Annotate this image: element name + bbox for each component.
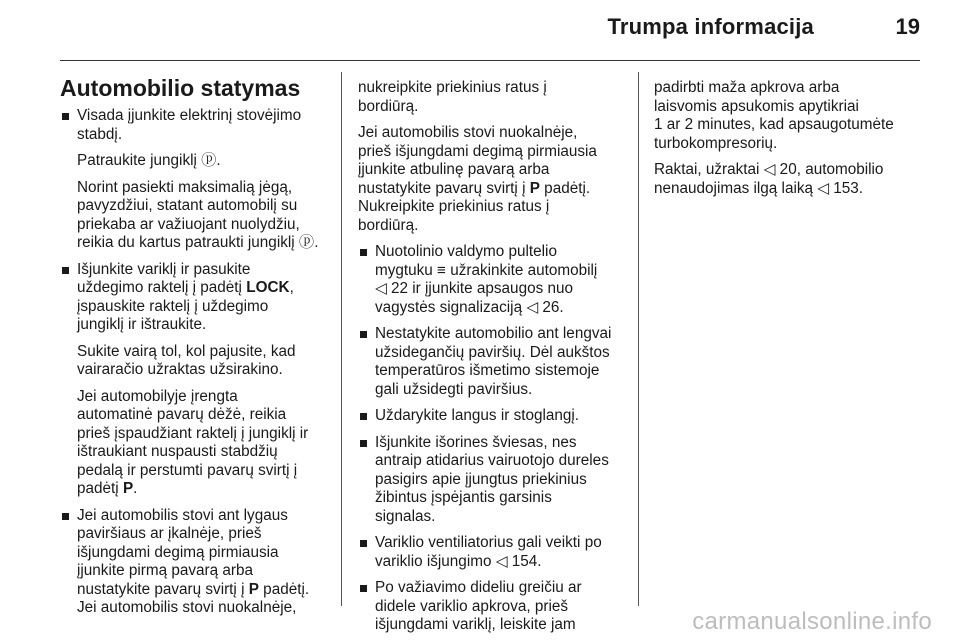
text-line: temperatūros išmetimo sistemoje	[375, 362, 600, 379]
section-heading: Automobilio statymas	[60, 75, 301, 101]
text-paragraph	[77, 507, 332, 618]
column-divider-1	[341, 72, 342, 606]
text-line: įspauskite raktelį į uždegimo	[77, 297, 269, 315]
text-paragraph	[654, 161, 926, 198]
text-line: paviršiaus ar įkalnėje, prieš	[77, 525, 262, 542]
list-item	[60, 107, 332, 253]
text-paragraph	[375, 434, 630, 527]
page-number: 19	[895, 14, 920, 39]
text-line: padirbti maža apkrova arba	[654, 79, 840, 96]
text-line: bordiūrą.	[358, 97, 419, 115]
text-line: vagystės signalizaciją ◁ 26.	[375, 298, 564, 316]
text-column-1	[60, 107, 332, 626]
text-line: žibintus įspėjantis garsinis	[375, 489, 552, 506]
text-line: Nukreipkite priekinius ratus į	[358, 198, 550, 215]
header-title: Trumpa informacija	[607, 14, 814, 39]
text-column-2	[358, 79, 630, 643]
text-paragraph	[77, 261, 332, 335]
text-paragraph	[358, 124, 630, 235]
list-item	[358, 407, 630, 426]
text-paragraph	[375, 325, 630, 399]
text-line: Jei automobilyje įrengta	[77, 387, 238, 405]
text-paragraph	[375, 579, 630, 635]
text-line: Nuotolinio valdymo pultelio	[375, 243, 557, 260]
text-line: nukreipkite priekinius ratus į	[358, 79, 547, 96]
text-line: prieš išjungdami degimą pirmiausia	[358, 142, 597, 160]
text-line: ištraukiant nuspausti stabdžių	[77, 443, 278, 460]
text-paragraph	[77, 388, 332, 499]
text-line: pavyzdžiui, statant automobilį su	[77, 197, 298, 214]
text-line: Išjunkite išorines šviesas, nes	[375, 433, 577, 451]
text-line: Visada įjunkite elektrinį stovėjimo	[77, 107, 302, 124]
list-item	[358, 243, 630, 317]
bullet-icon	[360, 585, 367, 592]
text-line: Sukite vairą tol, kol pajusite, kad	[77, 342, 296, 360]
text-line: Variklio ventiliatorius gali veikti po	[375, 534, 602, 551]
text-line: išjungdami variklį, leiskite jam	[375, 616, 576, 633]
text-line: automatinė pavarų dėžė, reikia	[77, 406, 287, 423]
text-line: Po važiavimo dideliu greičiu ar	[375, 579, 582, 596]
text-paragraph	[77, 152, 332, 171]
text-line: Jei automobilis stovi nuokalnėje,	[358, 124, 578, 141]
list-item	[358, 534, 630, 571]
paragraph	[654, 79, 926, 153]
text-line: Jei automobilis stovi nuokalnėje,	[77, 599, 297, 616]
text-line: didele variklio apkrova, prieš	[375, 597, 569, 615]
text-line: 1 ar 2 minutes, kad apsaugotumėte	[654, 116, 894, 133]
text-line: padėtį P.	[77, 480, 138, 497]
text-line: bordiūrą.	[358, 216, 419, 234]
text-line: vairaračio užraktas užsirakino.	[77, 361, 283, 378]
bullet-icon	[62, 113, 69, 120]
list-item	[358, 434, 630, 527]
text-line: stabdį.	[77, 125, 123, 143]
list-item	[60, 261, 332, 499]
text-paragraph	[77, 179, 332, 253]
text-line: nenaudojimas ilgą laiką ◁ 153.	[654, 179, 864, 197]
text-line: prieš įspaudžiant raktelį į jungiklį ir	[77, 424, 309, 442]
list-item	[358, 579, 630, 635]
text-line: Raktai, užraktai ◁ 20, automobilio	[654, 161, 884, 178]
header-divider	[60, 60, 920, 61]
column-divider-2	[638, 72, 639, 606]
text-line: nustatykite pavarų svirtį į P padėtį.	[77, 580, 310, 598]
text-line: Norint pasiekti maksimalią jėgą,	[77, 178, 293, 196]
text-paragraph	[654, 79, 926, 153]
text-line: įjunkite pirmą pavarą arba	[77, 562, 254, 579]
paragraph	[358, 79, 630, 235]
text-line: Jei automobilis stovi ant lygaus	[77, 506, 288, 524]
text-paragraph	[375, 534, 630, 571]
bullet-icon	[360, 413, 367, 420]
text-line: reikia du kartus patraukti jungiklį ⓟ.	[77, 234, 319, 251]
text-line: mygtuku ≡ užrakinkite automobilį	[375, 261, 598, 279]
bullet-icon	[360, 331, 367, 338]
text-line: Nestatykite automobilio ant lengvai	[375, 325, 612, 342]
text-paragraph	[358, 79, 630, 116]
text-line: priekaba ar važiuojant nuolydžiu,	[77, 215, 300, 233]
text-line: turbokompresorių.	[654, 134, 778, 152]
bullet-icon	[360, 440, 367, 447]
text-line: ◁ 22 ir įjunkite apsaugos nuo	[375, 280, 574, 297]
text-line: Patraukite jungiklį ⓟ.	[77, 152, 221, 169]
list-item	[60, 507, 332, 618]
text-line: nustatykite pavarų svirtį į P padėtį.	[358, 179, 591, 197]
text-line: gali užsidegti paviršius.	[375, 380, 533, 398]
watermark: carmanualsonline.info	[692, 608, 932, 635]
text-line: variklio išjungimo ◁ 154.	[375, 552, 542, 570]
text-line: Išjunkite variklį ir pasukite	[77, 260, 251, 278]
text-line: išjungdami degimą pirmiausia	[77, 543, 279, 561]
text-line: jungiklį ir ištraukite.	[77, 316, 207, 333]
text-line: įjunkite atbulinę pavarą arba	[358, 161, 550, 178]
bullet-icon	[62, 513, 69, 520]
text-line: užsidegančių paviršių. Dėl aukštos	[375, 343, 610, 361]
text-line: antraip atidarius vairuotojo dureles	[375, 452, 609, 469]
bullet-icon	[360, 249, 367, 256]
text-line: laisvomis apsukomis apytikriai	[654, 97, 859, 115]
text-column-3	[654, 79, 926, 198]
text-paragraph	[375, 243, 630, 317]
text-paragraph	[77, 107, 332, 144]
bullet-icon	[62, 267, 69, 274]
text-line: uždegimo raktelį į padėtį LOCK,	[77, 279, 294, 296]
text-line: pedalą ir perstumti pavarų svirtį į	[77, 461, 298, 479]
bullet-icon	[360, 540, 367, 547]
text-paragraph	[375, 407, 630, 426]
text-paragraph	[77, 343, 332, 380]
text-line: pasigirs apie įjungtus priekinius	[375, 470, 587, 488]
paragraph	[654, 161, 926, 198]
list-item	[358, 325, 630, 399]
text-line: signalas.	[375, 507, 436, 525]
text-line: Uždarykite langus ir stoglangį.	[375, 407, 580, 424]
